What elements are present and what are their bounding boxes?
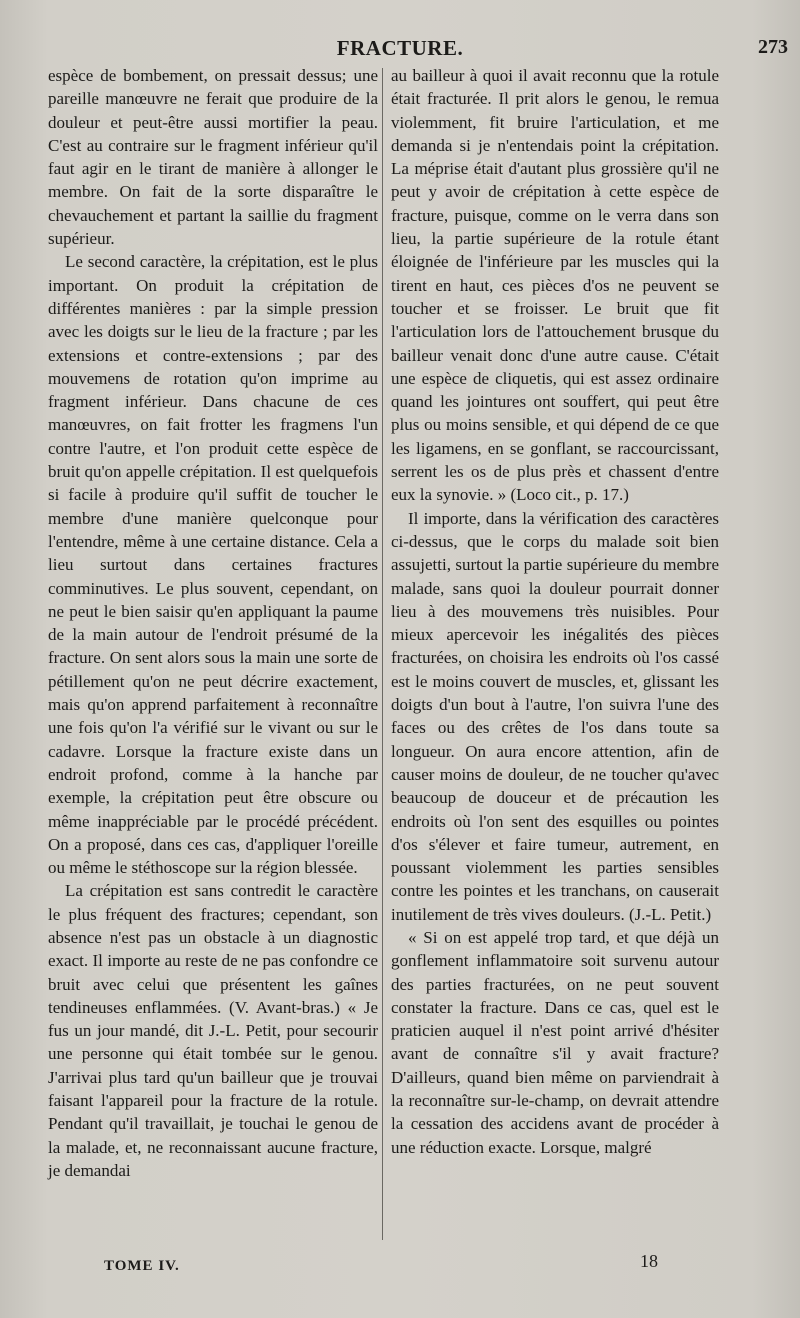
paragraph: espèce de bombement, on pressait dessus; une pareille manœuvre ne ferait que produire de la douleur et peut-être aussi mortifier la peau. C'est au contraire sur le fragment inférieur qu'il faut agir en le tirant de manière à allonger le membre. On fait de la sorte disparaître le chevauchement et partant la saillie du fragment supérieur.: [48, 66, 378, 249]
page-number: 273: [758, 36, 788, 58]
paragraph: au bailleur à quoi il avait reconnu que la rotule était fracturée. Il prit alors le genou, le remua violemment, fit bruire l'articulation, et me demanda si je n'entendais point la crépitation. La méprise était d'autant plus grossière qu'il ne peut y avoir de crépitation à cette espèce de fracture, puisque, comme on le verra dans son lieu, la partie supérieure de la rotule étant éloignée de l'inférieure par les muscles qui la tirent en haut, ces pièces d'os ne peuvent se toucher et se froisser. Le bruit que fit l'articulation lors de l'attouchement brusque du bailleur venait donc d'une autre cause. C'était une espèce de cliquetis, qui est assez ordinaire quand les jointures ont souffert, qui peut être plus ou moins sensible, et qui dépend de ce que les ligamens, en se gonflant, se raccourcissant, serrent les os de plus près et chassent d'entre eux la synovie. » (Loco cit., p. 17.): [391, 66, 719, 505]
paragraph: Le second caractère, la crépitation, est le plus important. On produit la crépitation de différentes manières : par la simple pression avec les doigts sur le lieu de la fracture ; par les extensions et contre-extensions ; par des mouvemens de rotation qu'on imprime au fragment inférieur. Dans chacune de ces manœuvres, on fait frotter les fragmens l'un contre l'autre, et l'on produit cette espèce de bruit qu'on appelle crépitation. Il est quelquefois si facile à produire qu'il suffit de toucher le membre d'une manière quelconque pour l'entendre, même à une certaine distance. Cela a lieu surtout dans certaines fractures comminutives. Le plus souvent, cependant, on ne peut le bien saisir qu'en appliquant la paume de la main autour de l'endroit présumé de la fracture. On sent alors sous la main une sorte de pétillement qu'on ne peut décrire exactement, mais qu'on apprend parfaitement à reconnaître une fois qu'on l'a vérifié sur le vivant ou sur le cadavre. Lorsque la fracture existe dans un endroit profond, comme à la hanche par exemple, la crépitation peut être obscure ou même inappréciable par le procédé précédent. On a proposé, dans ces cas, d'appliquer l'oreille ou même le stéthoscope sur la région blessée.: [48, 252, 378, 878]
paragraph: La crépitation est sans contredit le caractère le plus fréquent des fractures; cependant, son absence n'est pas un obstacle à un diagnostic exact. Il importe au reste de ne pas confondre ce bruit avec celui que présentent les gaînes tendineuses enflammées. (V. Avant-bras.) « Je fus un jour mandé, dit J.-L. Petit, pour secourir une personne qui était tombée sur le genou. J'arrivai plus tard qu'un bailleur que je trouvai faisant l'appareil pour la fracture de la rotule. Pendant qu'il travaillait, je touchai le genou de la malade, et, ne reconnaissant aucune fracture, je demandai: [48, 881, 378, 1180]
left-column: [48, 64, 378, 1182]
paragraph: « Si on est appelé trop tard, et que déjà un gonflement inflammatoire soit survenu autour des parties fracturées, on ne peut souvent constater la fracture. Dans ce cas, quel est le praticien auquel il n'est point arrivé d'hésiter avant de connaître s'il y avait fracture? D'ailleurs, quand bien même on parviendrait à la reconnaître sur-le-champ, on devrait attendre la cessation des accidens avant de procéder à une réduction exacte. Lorsque, malgré: [391, 927, 719, 1157]
signature-mark: 18: [640, 1251, 658, 1271]
paragraph: Il importe, dans la vérification des caractères ci-dessus, que le corps du malade soit bien assujetti, surtout la partie supérieure du membre malade, sans quoi la douleur pourrait donner lieu à des mouvemens très nuisibles. Pour mieux apercevoir les inégalités des pièces fracturées, on choisira les endroits où l'os cassé est le moins couvert de muscles, et, glissant les doigts d'un bout à l'autre, l'on suivra l'une des faces ou des crêtes de l'os dans toute sa longueur. On aura encore attention, afin de causer moins de douleur, de ne toucher qu'avec beaucoup de douceur et de précaution les endroits où l'on sent des esquilles ou pointes d'os s'élever et faire tumeur, autrement, en poussant violemment les parties sensibles contre les pointes et les tranchans, on causerait inutilement de très vives douleurs. (J.-L. Petit.): [391, 508, 719, 924]
volume-label: TOME IV.: [104, 1258, 180, 1274]
column-divider: [382, 68, 383, 1240]
running-title: FRACTURE.: [336, 36, 464, 60]
right-column: [391, 64, 719, 1159]
